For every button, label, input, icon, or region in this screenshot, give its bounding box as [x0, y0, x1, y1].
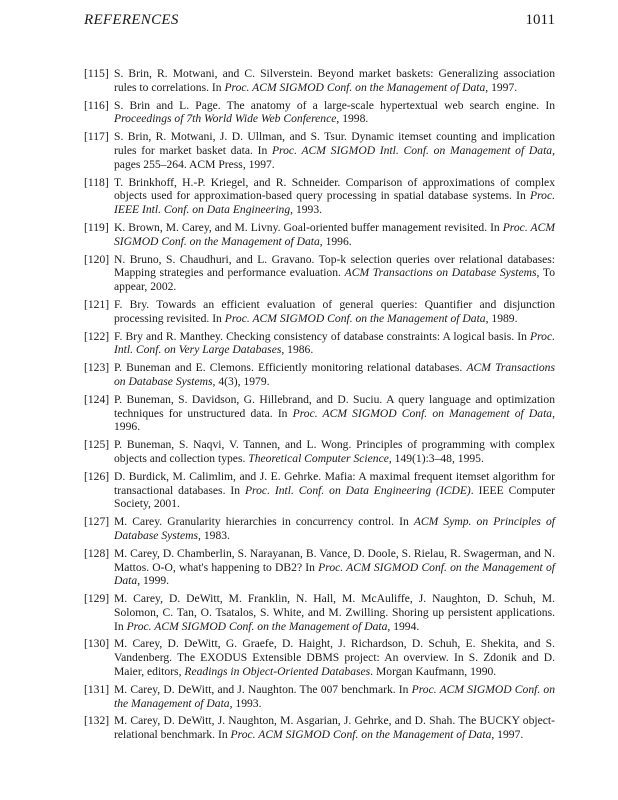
reference-entry: [84, 253, 555, 294]
reference-venue: Proc. Intl. Conf. on Data Engineering (ICDE): [244, 483, 471, 497]
reference-venue: Proc. ACM SIGMOD Conf. on Management of Data: [292, 406, 553, 420]
reference-venue: Proc. ACM SIGMOD Conf. on the Management of Data: [114, 560, 555, 588]
reference-entry: [84, 130, 555, 171]
reference-text: [114, 330, 555, 357]
reference-segment: N. Bruno, S. Chaudhuri, and L. Gravano. Top-k selection queries over relational databases: Mapping strategies and performance evaluation.: [114, 252, 555, 280]
reference-label: [122]: [84, 329, 110, 343]
reference-segment: , 1997.: [485, 80, 518, 94]
reference-text: [114, 253, 555, 294]
reference-venue: Proc. IEEE Intl. Conf. on Data Engineering: [114, 189, 555, 217]
reference-text: [114, 683, 555, 710]
reference-segment: , 1989.: [485, 311, 518, 325]
reference-entry: [84, 67, 555, 95]
reference-segment: , To appear, 2002.: [114, 266, 555, 294]
reference-segment: , 1999.: [137, 574, 170, 588]
reference-text: [114, 470, 555, 511]
reference-text: [114, 714, 555, 741]
reference-segment: F. Bry and R. Manthey. Checking consistency of database constraints: A logical basis. In: [114, 329, 530, 343]
reference-segment: M. Carey, D. Chamberlin, S. Narayanan, B. Vance, D. Doole, S. Rielau, R. Swagerman, and N. Mattos. O-O, what's happening to DB2? In: [114, 546, 555, 574]
reference-segment: , 1983.: [198, 528, 230, 542]
reference-entry: [84, 393, 555, 434]
reference-venue: ACM Symp. on Principles of Database Systems: [114, 515, 555, 542]
reference-segment: T. Brinkhoff, H.-P. Kriegel, and R. Schneider. Comparison of approximations of complex objects used for approximation-based query processing in spatial database systems. In: [114, 175, 555, 203]
page-header: [84, 12, 555, 34]
reference-segment: K. Brown, M. Carey, and M. Livny. Goal-oriented buffer management revisited. In: [114, 220, 503, 234]
reference-text: [114, 221, 555, 248]
reference-segment: , 1993.: [229, 696, 262, 710]
reference-segment: P. Buneman and E. Clemons. Efficiently monitoring relational databases.: [114, 361, 467, 375]
reference-segment: M. Carey, D. DeWitt, M. Franklin, N. Hall, M. McAuliffe, J. Naughton, D. Schuh, M. Solomon, C. Tan, O. Tsatalos, S. White, and M. Zwilling. Shoring up persistent applications. In: [114, 592, 555, 633]
reference-text: [114, 547, 555, 588]
reference-segment: , 1986.: [281, 343, 314, 357]
reference-text: [114, 361, 555, 388]
reference-venue: Proc. ACM SIGMOD Conf. on the Management of Data: [114, 682, 555, 710]
reference-segment: M. Carey. Granularity hierarchies in concurrency control. In: [114, 515, 414, 529]
reference-segment: , 1996.: [319, 234, 352, 248]
reference-venue: Proc. ACM SIGMOD Conf. on the Management of Data: [114, 220, 555, 248]
reference-label: [117]: [84, 130, 109, 144]
reference-label: [124]: [84, 392, 110, 406]
reference-segment: , 1994.: [387, 619, 420, 633]
reference-segment: , 149(1):3–48, 1995.: [388, 451, 484, 465]
reference-label: [121]: [84, 297, 110, 311]
reference-label: [115]: [84, 67, 109, 80]
reference-segment: . IEEE Computer Society, 2001.: [114, 483, 556, 511]
reference-text: [114, 67, 555, 94]
reference-venue: Proc. Intl. Conf. on Very Large Databases: [114, 329, 555, 357]
reference-segment: , 1997.: [491, 728, 524, 742]
reference-entry: [84, 470, 555, 511]
reference-segment: F. Bry. Towards an efficient evaluation of general queries: Quantifier and disjunction processing revisited. In: [114, 297, 555, 325]
reference-segment: , pages 255–264. ACM Press, 1997.: [114, 143, 555, 171]
reference-list: [84, 67, 555, 746]
reference-venue: ACM Transactions on Database Systems: [344, 266, 537, 280]
reference-entry: [84, 298, 555, 326]
reference-segment: , 4(3), 1979.: [212, 374, 270, 388]
reference-segment: , 1996.: [114, 406, 555, 434]
reference-segment: M. Carey, D. DeWitt, and J. Naughton. The 007 benchmark. In: [114, 682, 412, 696]
reference-entry: [84, 592, 555, 633]
reference-label: [120]: [84, 252, 110, 266]
reference-entry: [84, 547, 555, 588]
reference-segment: S. Brin, R. Motwani, J. D. Ullman, and S. Tsur. Dynamic itemset counting and implication rules for market basket data. In: [114, 130, 555, 157]
reference-venue: Proc. ACM SIGMOD Intl. Conf. on Management of Data: [271, 143, 553, 157]
reference-segment: M. Carey, D. DeWitt, G. Graefe, D. Haight, J. Richardson, D. Schuh, E. Shekita, and S. Vandenberg. The EXODUS Extensible DBMS project: An overview. In S. Zdonik and D. Maier, editors,: [114, 637, 555, 679]
reference-segment: S. Brin, R. Motwani, and C. Silverstein. Beyond market baskets: Generalizing association rules to correlations. In: [114, 67, 555, 94]
reference-label: [129]: [84, 592, 110, 606]
reference-segment: , 1993.: [290, 203, 323, 217]
reference-label: [127]: [84, 515, 110, 529]
reference-venue: Proc. ACM SIGMOD Conf. on the Management of Data: [126, 619, 388, 633]
reference-entry: [84, 221, 555, 249]
reference-segment: S. Brin and L. Page. The anatomy of a large-scale hypertextual web search engine. In: [114, 98, 555, 112]
reference-venue: Proc. ACM SIGMOD Conf. on the Management of Data: [224, 80, 486, 94]
reference-entry: [84, 515, 555, 543]
reference-label: [128]: [84, 546, 110, 560]
reference-venue: ACM Transactions on Database Systems: [114, 361, 555, 388]
reference-label: [131]: [84, 682, 110, 696]
reference-text: [114, 99, 555, 126]
reference-label: [118]: [84, 175, 109, 189]
reference-entry: [84, 683, 555, 711]
reference-text: [114, 515, 555, 542]
reference-label: [130]: [84, 637, 110, 651]
reference-entry: [84, 714, 555, 742]
reference-text: [114, 393, 555, 434]
reference-entry: [84, 438, 555, 466]
reference-venue: Proceedings of 7th World Wide Web Conference: [114, 112, 337, 126]
reference-text: [114, 438, 555, 465]
reference-text: [114, 592, 555, 633]
reference-venue: Readings in Object-Oriented Databases: [184, 665, 371, 679]
reference-label: [119]: [84, 220, 109, 234]
reference-segment: . Morgan Kaufmann, 1990.: [370, 665, 497, 679]
reference-label: [125]: [84, 438, 110, 452]
reference-text: [114, 176, 555, 217]
reference-venue: Proc. ACM SIGMOD Conf. on the Management of Data: [224, 311, 486, 325]
reference-label: [132]: [84, 714, 110, 728]
reference-text: [114, 130, 555, 171]
reference-entry: [84, 99, 555, 127]
reference-segment: , 1998.: [336, 112, 369, 126]
reference-entry: [84, 176, 555, 217]
reference-label: [126]: [84, 469, 110, 483]
reference-entry: [84, 637, 555, 678]
reference-label: [116]: [84, 98, 109, 112]
reference-segment: P. Buneman, S. Naqvi, V. Tannen, and L. Wong. Principles of programming with complex objects and collection types.: [114, 438, 555, 465]
page-number: 1011: [525, 12, 555, 28]
reference-entry: [84, 361, 555, 389]
reference-segment: M. Carey, D. DeWitt, J. Naughton, M. Asgarian, J. Gehrke, and D. Shah. The BUCKY object-relational benchmark. In: [114, 714, 555, 742]
reference-segment: D. Burdick, M. Calimlim, and J. E. Gehrke. Mafia: A maximal frequent itemset algorithm for transactional databases. In: [114, 469, 555, 497]
running-title: REFERENCES: [84, 12, 179, 28]
reference-text: [114, 637, 555, 678]
reference-text: [114, 298, 555, 325]
reference-label: [123]: [84, 361, 110, 375]
reference-venue: Proc. ACM SIGMOD Conf. on the Management of Data: [230, 728, 492, 742]
reference-entry: [84, 330, 555, 358]
reference-venue: Theoretical Computer Science: [248, 451, 389, 465]
reference-segment: P. Buneman, S. Davidson, G. Hillebrand, and D. Suciu. A query language and optimization techniques for unstructured data. In: [114, 392, 555, 420]
